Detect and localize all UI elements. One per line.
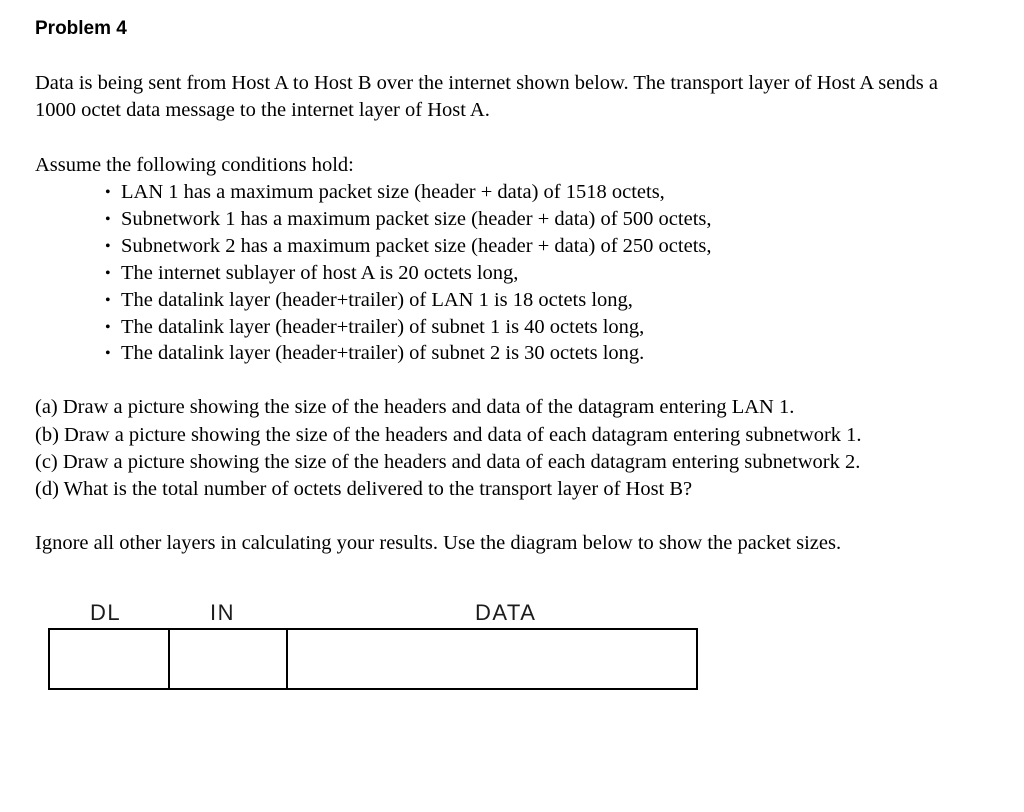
condition-text: The datalink layer (header+trailer) of subnet 2 is 30 octets long. bbox=[121, 342, 645, 365]
bullet-icon: • bbox=[105, 211, 111, 229]
condition-text: LAN 1 has a maximum packet size (header + data) of 1518 octets, bbox=[121, 181, 665, 204]
bullet-icon: • bbox=[105, 264, 111, 282]
diagram-label-dl: DL bbox=[90, 599, 122, 625]
condition-text: The datalink layer (header+trailer) of LAN 1 is 18 octets long, bbox=[121, 288, 633, 311]
bullet-icon: • bbox=[105, 238, 111, 256]
conditions-list bbox=[35, 179, 984, 367]
condition-text: The internet sublayer of host A is 20 octets long, bbox=[121, 261, 519, 284]
diagram-cell-in bbox=[170, 630, 288, 688]
intro-paragraph: Data is being sent from Host A to Host B over the internet shown below. The transport layer of Host A sends a 1000 octet data message to the internet layer of Host A. bbox=[35, 72, 939, 122]
condition-item bbox=[105, 206, 984, 233]
bullet-icon: • bbox=[105, 318, 111, 336]
diagram-cell-dl bbox=[50, 630, 170, 688]
diagram-cell-data bbox=[288, 630, 696, 688]
condition-item bbox=[105, 314, 984, 341]
packet-diagram bbox=[48, 598, 708, 690]
question-c: (c) Draw a picture showing the size of the headers and data of each datagram entering subnetwork 2. bbox=[35, 450, 861, 473]
diagram-label-in: IN bbox=[210, 599, 235, 625]
bullet-icon: • bbox=[105, 291, 111, 309]
conditions-heading: Assume the following conditions hold: bbox=[35, 153, 354, 176]
condition-item bbox=[105, 340, 984, 367]
bullet-icon: • bbox=[105, 345, 111, 363]
condition-text: Subnetwork 1 has a maximum packet size (header + data) of 500 octets, bbox=[121, 208, 712, 231]
condition-item bbox=[105, 179, 984, 206]
condition-text: The datalink layer (header+trailer) of subnet 1 is 40 octets long, bbox=[121, 315, 645, 338]
question-b: (b) Draw a picture showing the size of the headers and data of each datagram entering subnetwork 1. bbox=[35, 423, 862, 446]
instructions-paragraph: Ignore all other layers in calculating your results. Use the diagram below to show the packet sizes. bbox=[35, 532, 842, 555]
condition-item bbox=[105, 233, 984, 260]
question-a: (a) Draw a picture showing the size of the headers and data of the datagram entering LAN 1. bbox=[35, 396, 795, 419]
questions-block bbox=[35, 394, 984, 503]
bullet-icon: • bbox=[105, 184, 111, 202]
condition-item bbox=[105, 260, 984, 287]
packet-box bbox=[48, 628, 698, 690]
page-title: Problem 4 bbox=[35, 18, 127, 39]
diagram-label-data: DATA bbox=[475, 599, 537, 625]
question-d: (d) What is the total number of octets delivered to the transport layer of Host B? bbox=[35, 478, 693, 501]
condition-text: Subnetwork 2 has a maximum packet size (header + data) of 250 octets, bbox=[121, 235, 712, 258]
diagram-labels bbox=[48, 598, 708, 628]
condition-item bbox=[105, 287, 984, 314]
